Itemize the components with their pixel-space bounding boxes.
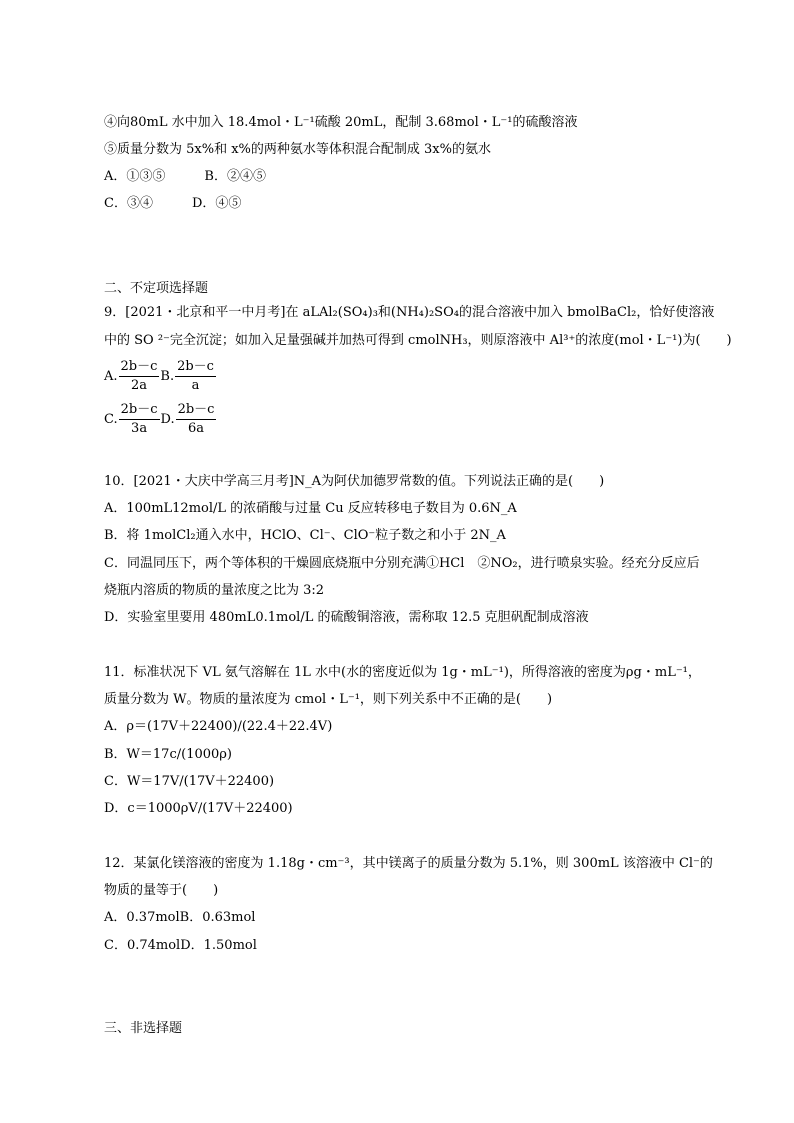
q11-option-b: B．W＝17c/(1000ρ) <box>104 747 232 762</box>
fraction-denominator: 2a <box>130 378 147 393</box>
q9-option-a-fraction <box>119 359 160 394</box>
section-heading-3: 三、非选择题 <box>104 1021 183 1036</box>
fraction-denominator: 6a <box>188 421 205 436</box>
q9-options-ab <box>104 359 217 394</box>
q8-item5: ⑤质量分数为 5x%和 x%的两种氨水等体积混合配制成 3x%的氨水 <box>104 142 491 157</box>
fraction-numerator: 2b－c <box>175 359 216 377</box>
q12-stem-line1: 12．某氯化镁溶液的密度为 1.18g・cm⁻³，其中镁离子的质量分数为 5.1%，则 300mL 该溶液中 Cl⁻的 <box>104 856 713 871</box>
q9-option-c-label: C. <box>104 412 118 427</box>
q12-options-cd: C．0.74molD．1.50mol <box>104 938 257 953</box>
q11-stem-line2: 质量分数为 W。物质的量浓度为 cmol・L⁻¹，则下列关系中不正确的是( ) <box>104 692 553 707</box>
q11-option-a: A．ρ＝(17V＋22400)/(22.4＋22.4V) <box>104 719 333 734</box>
q9-stem-line2: 中的 SO ²⁻完全沉淀；如加入足量强碱并加热可得到 cmolNH₃，则原溶液中 Al³⁺的浓度(mol・L⁻¹)为( ) <box>104 333 732 348</box>
q10-option-d: D．实验室里要用 480mL0.1mol/L 的硫酸铜溶液，需称取 12.5 克胆矾配制成溶液 <box>104 610 589 625</box>
q11-option-d: D．c＝1000ρV/(17V＋22400) <box>104 801 293 816</box>
section-heading-2: 二、不定项选择题 <box>104 281 209 296</box>
q10-option-c-line2: 烧瓶内溶质的物质的量浓度之比为 3:2 <box>104 583 325 598</box>
q9-option-d-label: D. <box>160 412 175 427</box>
q12-stem-line2: 物质的量等于( ) <box>104 883 219 898</box>
q9-options-cd <box>104 402 217 437</box>
fraction-denominator: 3a <box>131 421 148 436</box>
q9-option-b-label: B. <box>160 369 175 384</box>
q9-option-a-label: A. <box>104 369 118 384</box>
fraction-denominator: a <box>191 378 200 393</box>
q11-option-c: C．W＝17V/(17V＋22400) <box>104 774 275 789</box>
q11-stem-line1: 11．标准状况下 VL 氨气溶解在 1L 水中(水的密度近似为 1g・mL⁻¹)，所得溶液的密度为ρg・mL⁻¹， <box>104 665 701 680</box>
q10-option-c-line1: C．同温同压下，两个等体积的干燥圆底烧瓶中分别充满①HCl ②NO₂，进行喷泉实验。经充分反应后 <box>104 556 700 571</box>
q9-stem-line1: 9．[2021・北京和平一中月考]在 aLAl₂(SO₄)₃和(NH₄)₂SO₄的混合溶液中加入 bmolBaCl₂，恰好使溶液 <box>104 305 715 320</box>
fraction-numerator: 2b－c <box>119 359 160 377</box>
q12-options-ab: A．0.37molB．0.63mol <box>104 910 256 925</box>
q9-option-c-fraction <box>119 402 160 437</box>
q8-options-ab: A．①③⑤ B．②④⑤ <box>104 169 266 184</box>
q8-item4: ④向80mL 水中加入 18.4mol・L⁻¹硫酸 20mL，配制 3.68mol・L⁻¹的硫酸溶液 <box>104 115 578 130</box>
q9-option-d-fraction <box>176 402 217 437</box>
fraction-numerator: 2b－c <box>119 402 160 420</box>
q10-stem: 10．[2021・大庆中学高三月考]N_A为阿伏加德罗常数的值。下列说法正确的是( ) <box>104 474 605 489</box>
fraction-numerator: 2b－c <box>176 402 217 420</box>
q10-option-a: A．100mL12mol/L 的浓硝酸与过量 Cu 反应转移电子数目为 0.6N_A <box>104 501 517 516</box>
q8-options-cd: C．③④ D．④⑤ <box>104 196 242 211</box>
q10-option-b: B．将 1molCl₂通入水中，HClO、Cl⁻、ClO⁻粒子数之和小于 2N_A <box>104 528 506 543</box>
q9-option-b-fraction <box>175 359 216 394</box>
